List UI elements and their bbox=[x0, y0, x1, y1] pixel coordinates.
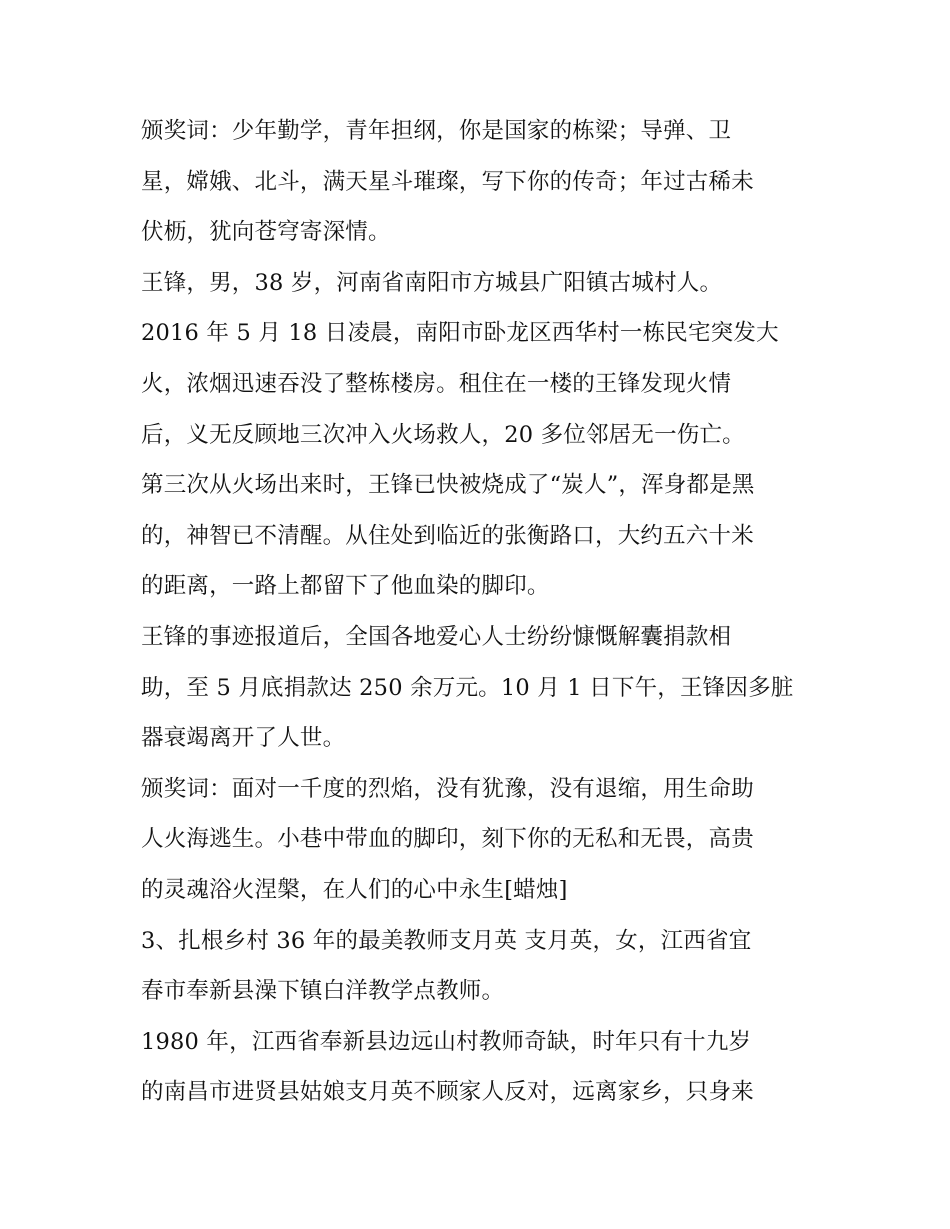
text-line: 助，至 5 月底捐款达 250 余万元。10 月 1 日下午，王锋因多脏 bbox=[141, 674, 794, 701]
text-line: 王锋的事迹报道后，全国各地爱心人士纷纷慷慨解囊捐款相 bbox=[141, 623, 732, 650]
text-line: 2016 年 5 月 18 日凌晨，南阳市卧龙区西华村一栋民宅突发大 bbox=[141, 320, 779, 347]
document-body bbox=[141, 106, 821, 1118]
text-line: 的距离，一路上都留下了他血染的脚印。 bbox=[141, 573, 550, 600]
text-line: 1980 年，江西省奉新县边远山村教师奇缺，时年只有十九岁 bbox=[141, 1028, 752, 1055]
text-line: 火，浓烟迅速吞没了整栋楼房。租住在一楼的王锋发现火情 bbox=[141, 370, 732, 397]
text-line: 伏枥，犹向苍穹寄深情。 bbox=[141, 219, 391, 246]
text-line: 星，嫦娥、北斗，满天星斗璀璨，写下你的传奇；年过古稀未 bbox=[141, 168, 754, 195]
text-line: 第三次从火场出来时，王锋已快被烧成了“炭人”，浑身都是黑 bbox=[141, 472, 755, 499]
text-line: 后，义无反顾地三次冲入火场救人，20 多位邻居无一伤亡。 bbox=[141, 421, 745, 448]
text-line: 的南昌市进贤县姑娘支月英不顾家人反对，远离家乡，只身来 bbox=[141, 1079, 754, 1106]
text-line: 3、扎根乡村 36 年的最美教师支月英 支月英，女，江西省宜 bbox=[141, 927, 752, 954]
text-line: 颁奖词：面对一千度的烈焰，没有犹豫，没有退缩，用生命助 bbox=[141, 775, 754, 802]
text-line: 器衰竭离开了人世。 bbox=[141, 725, 346, 752]
text-line: 的，神智已不清醒。从住处到临近的张衡路口，大约五六十米 bbox=[141, 522, 754, 549]
text-line: 王锋，男，38 岁，河南省南阳市方城县广阳镇古城村人。 bbox=[141, 269, 723, 296]
text-line: 颁奖词：少年勤学，青年担纲，你是国家的栋梁；导弹、卫 bbox=[141, 118, 732, 144]
text-line: 春市奉新县澡下镇白洋教学点教师。 bbox=[141, 978, 505, 1005]
text-line: 的灵魂浴火涅槃，在人们的心中永生[蜡烛] bbox=[141, 876, 568, 903]
text-line: 人火海逃生。小巷中带血的脚印，刻下你的无私和无畏，高贵 bbox=[141, 826, 754, 853]
